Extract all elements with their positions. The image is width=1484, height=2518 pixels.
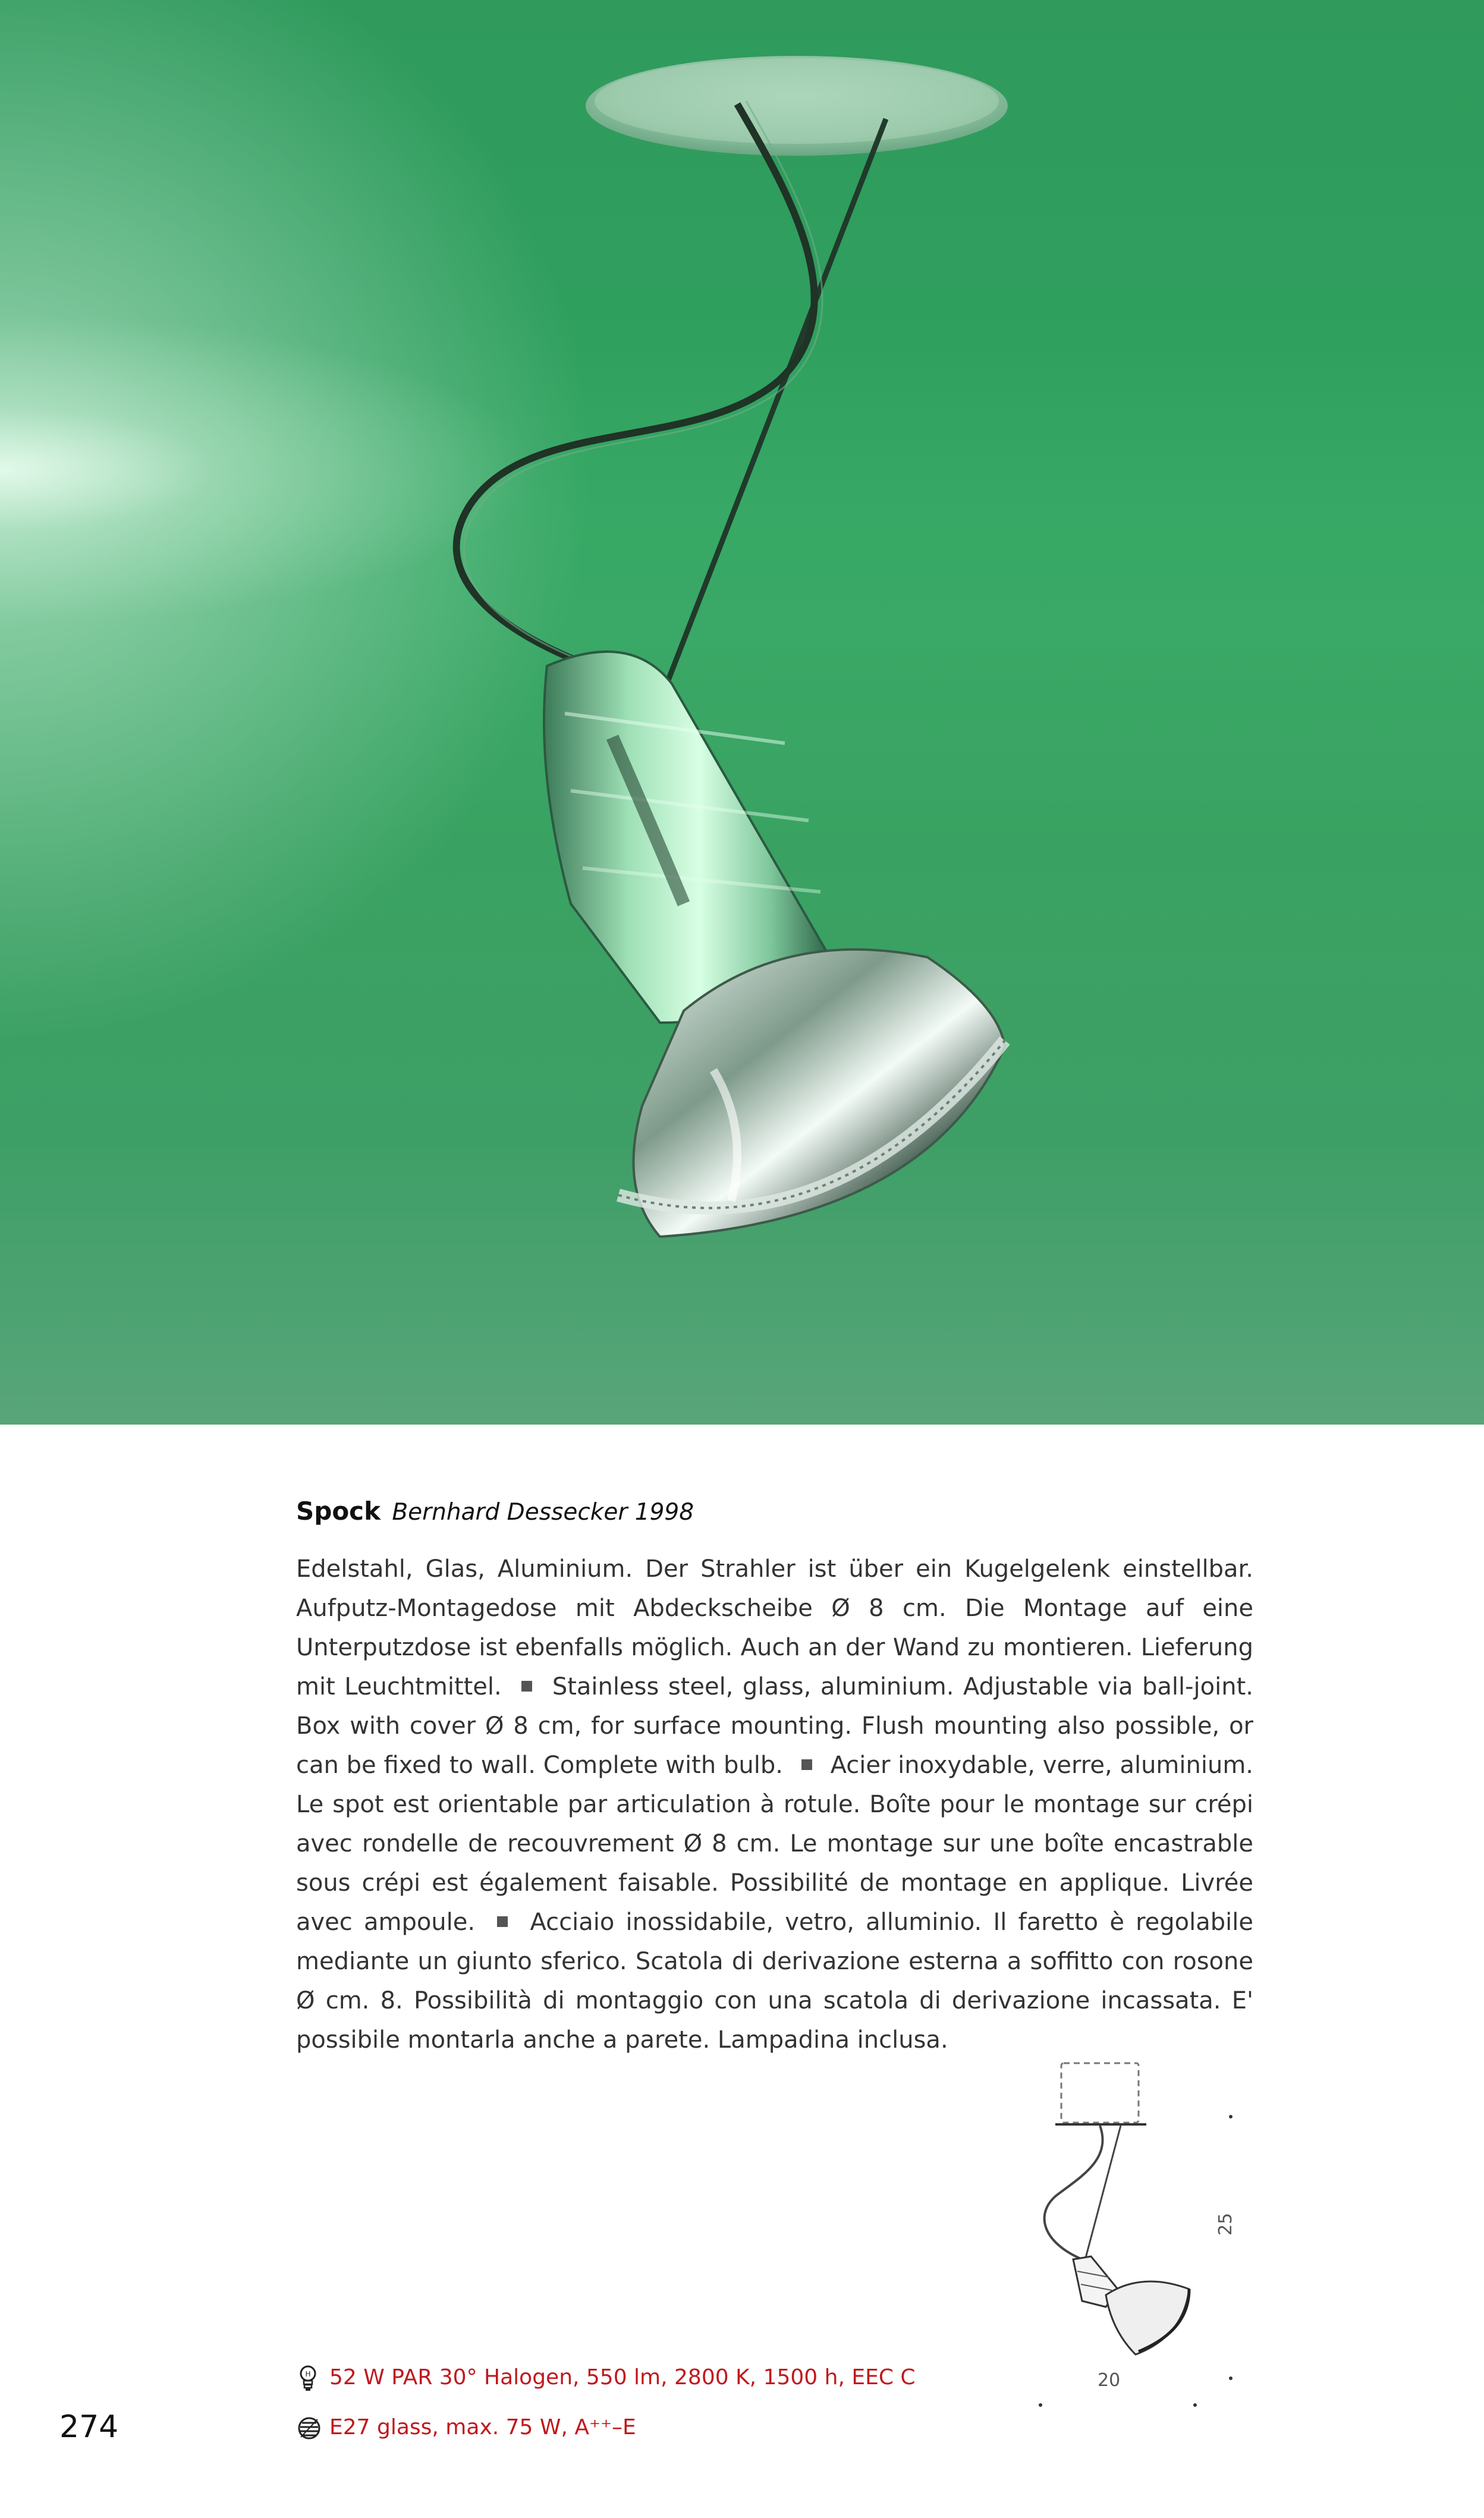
description-italian: Acciaio inossidabile, vetro, alluminio. Il faretto è regolabile mediante un giunto sferico. Scatola di derivazione esterna a soffitto con rosone Ø cm. 8. Possibilità di montaggio con una scatola di derivazione incassata. E' possibile montarla anche a parete. Lampadina inclusa. <box>296 1909 1253 2054</box>
product-title <box>296 1495 694 1529</box>
svg-text:H: H <box>305 2370 311 2378</box>
socket-spec <box>296 2414 636 2442</box>
page-number: 274 <box>59 2409 119 2445</box>
separator-square-icon <box>521 1681 532 1692</box>
dimension-width-label: 20 <box>1098 2370 1121 2391</box>
product-description <box>296 1549 1253 2060</box>
bulb-spec-text: 52 W PAR 30° Halogen, 550 lm, 2800 K, 1500 h, EEC C <box>329 2365 916 2390</box>
description-french: Acier inoxydable, verre, aluminium. Le spot est orientable par articulation à rotule. Boîte pour le montage sur crépi avec rondelle de recouvrement Ø 8 cm. Le montage sur une boîte encastrable sous crépi est également faisable. Possibilité de montage en applique. Livrée avec ampoule. <box>296 1752 1254 1936</box>
bulb-spec <box>296 2364 916 2392</box>
product-name: Spock <box>296 1497 381 1526</box>
description-english: Stainless steel, glass, aluminium. Adjustable via ball-joint. Box with cover Ø 8 cm, for surface mounting. Flush mounting also possible, or can be fixed to wall. Complete with bulb. <box>296 1673 1254 1779</box>
technical-drawing <box>1011 2051 1260 2420</box>
separator-square-icon <box>801 1759 812 1770</box>
designer-year: Bernhard Dessecker 1998 <box>392 1499 694 1526</box>
socket-spec-text: E27 glass, max. 75 W, A⁺⁺–E <box>329 2415 636 2440</box>
description-german: Edelstahl, Glas, Aluminium. Der Strahler ist über ein Kugelgelenk einstellbar. Aufputz-Montagedose mit Abdeckscheibe Ø 8 cm. Die Montage auf eine Unterputzdose ist ebenfalls möglich. Auch an der Wand zu montieren. Lieferung mit Leuchtmittel. <box>296 1555 1253 1700</box>
bulb-icon <box>296 2365 322 2392</box>
glass-socket-icon <box>296 2415 322 2442</box>
separator-square-icon <box>497 1916 508 1927</box>
dimension-height-label: 25 <box>1215 2212 1236 2236</box>
